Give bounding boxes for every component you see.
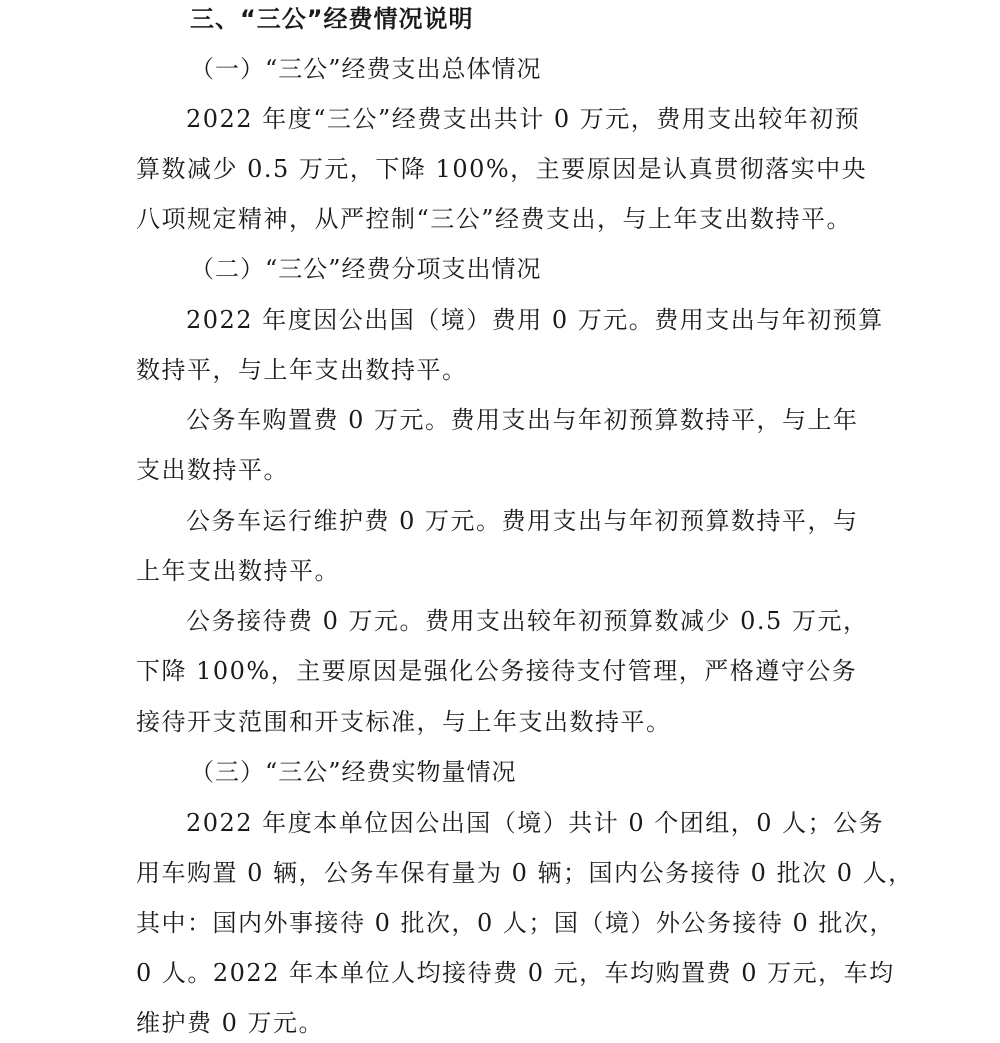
paragraph-line: 其中：国内外事接待 0 批次，0 人；国（境）外公务接待 0 批次，: [136, 909, 895, 937]
paragraph-line: 支出数持平。: [136, 456, 289, 484]
paragraph-line: 公务车购置费 0 万元。费用支出与年初预算数持平，与上年: [186, 406, 859, 434]
paragraph-line: 接待开支范围和开支标准，与上年支出数持平。: [136, 708, 672, 736]
paragraph-line: 公务车运行维护费 0 万元。费用支出与年初预算数持平，与: [186, 507, 859, 535]
subsection-heading-1: （一）“三公”经费支出总体情况: [190, 55, 542, 83]
paragraph-line: 算数减少 0.5 万元，下降 100%，主要原因是认真贯彻落实中央: [136, 155, 868, 183]
subsection-heading-2: （二）“三公”经费分项支出情况: [190, 255, 542, 283]
paragraph-line: 下降 100%，主要原因是强化公务接待支付管理，严格遵守公务: [136, 657, 858, 685]
paragraph-line: 2022 年度本单位因公出国（境）共计 0 个团组，0 人；公务: [186, 809, 885, 837]
paragraph-line: 0 人。2022 年本单位人均接待费 0 元，车均购置费 0 万元，车均: [136, 959, 895, 987]
paragraph-line: 八项规定精神，从严控制“三公”经费支出，与上年支出数持平。: [136, 205, 853, 233]
paragraph-line: 2022 年度“三公”经费支出共计 0 万元，费用支出较年初预: [186, 105, 861, 133]
paragraph-line: 数持平，与上年支出数持平。: [136, 356, 468, 384]
paragraph-line: 上年支出数持平。: [136, 557, 340, 585]
paragraph-line: 2022 年度因公出国（境）费用 0 万元。费用支出与年初预算: [186, 306, 884, 334]
paragraph-line: 用车购置 0 辆，公务车保有量为 0 辆；国内公务接待 0 批次 0 人，: [136, 859, 914, 887]
section-title: 三、“三公”经费情况说明: [190, 5, 474, 33]
paragraph-line: 公务接待费 0 万元。费用支出较年初预算数减少 0.5 万元，: [186, 607, 869, 635]
subsection-heading-3: （三）“三公”经费实物量情况: [190, 758, 517, 786]
paragraph-line: 维护费 0 万元。: [136, 1009, 325, 1037]
